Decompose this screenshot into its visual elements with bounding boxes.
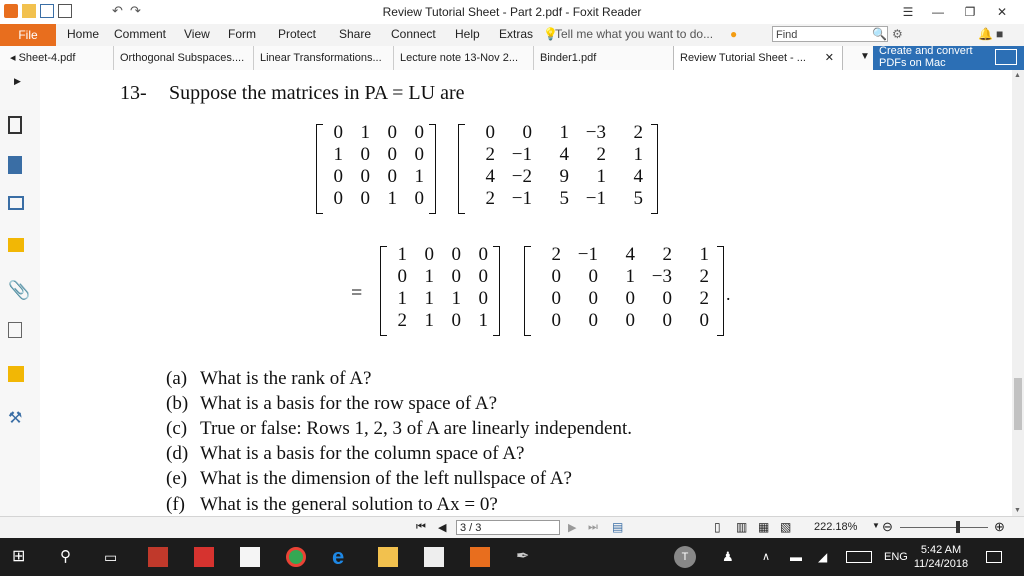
matrix-cell: 0 — [478, 266, 488, 287]
doc-tab[interactable] — [4, 46, 81, 70]
matrix-cell: 0 — [451, 266, 461, 287]
envelope-icon[interactable] — [424, 547, 444, 567]
question-text: What is the rank of A? — [200, 368, 372, 389]
bracket-right — [493, 246, 500, 336]
matrix-cell: −1 — [577, 244, 598, 265]
zoom-out-icon[interactable]: ⊖ — [882, 519, 893, 534]
matrix-cell: 2 — [485, 144, 495, 165]
matrix-cell: 1 — [333, 144, 343, 165]
doc-tab-label: Binder1.pdf — [540, 52, 597, 64]
matrix-cell: 0 — [414, 122, 424, 143]
matrix-cell: 2 — [699, 266, 709, 287]
redo-icon[interactable]: ↷ — [130, 3, 141, 18]
matrix-cell: 0 — [522, 122, 532, 143]
matrix-cell: 0 — [478, 244, 488, 265]
user-icon[interactable]: ■ — [996, 27, 1004, 41]
matrix-a — [458, 124, 658, 216]
question-label: (a) — [166, 368, 188, 389]
search-icon[interactable]: 🔍 — [872, 27, 887, 41]
bracket-right — [429, 124, 436, 214]
matrix-cell: 0 — [662, 288, 672, 309]
paint-icon[interactable]: ✒ — [516, 548, 530, 565]
matrix-cell: 1 — [424, 310, 434, 331]
search-icon[interactable]: ⚲ — [60, 548, 71, 565]
doc-tab-active[interactable] — [673, 46, 843, 70]
first-page-icon[interactable]: ⏮ — [416, 521, 426, 533]
tab-share[interactable]: Share — [339, 27, 372, 41]
matrix-cell: 2 — [633, 122, 643, 143]
store-icon[interactable] — [240, 547, 260, 567]
tab-scroll-left-icon[interactable]: ◂ — [10, 52, 19, 64]
promo-banner[interactable] — [873, 46, 1024, 70]
tab-extras[interactable]: Extras — [499, 27, 534, 41]
zoom-level[interactable]: 222.18% — [814, 521, 858, 533]
promo-line-2: PDFs on Mac — [879, 57, 946, 69]
matrix-cell: 1 — [596, 166, 606, 187]
laptop-icon — [995, 49, 1017, 65]
matrix-cell: 1 — [414, 166, 424, 187]
matrix-u — [524, 246, 724, 338]
question-text: True or false: Rows 1, 2, 3 of A are linearly independent. — [200, 418, 632, 439]
view-mode-icon[interactable]: ▤ — [612, 520, 624, 534]
matrix-cell: 5 — [559, 188, 569, 209]
file-explorer-icon[interactable] — [378, 547, 398, 567]
matrix-cell: 0 — [424, 244, 434, 265]
taskbar — [0, 538, 1024, 576]
matrix-cell: 1 — [397, 244, 407, 265]
matrix-cell: −2 — [511, 166, 532, 187]
equals-sign: = — [351, 282, 363, 304]
task-view-icon[interactable]: ▭ — [104, 549, 118, 565]
continuous-icon[interactable]: ▥ — [736, 520, 748, 534]
matrix-cell: 2 — [662, 244, 672, 265]
signature-icon[interactable] — [8, 322, 22, 338]
matrix-cell: 0 — [588, 266, 598, 287]
matrix-cell: −3 — [585, 122, 606, 143]
tab-protect[interactable]: Protect — [278, 27, 317, 41]
app-icon-red[interactable] — [148, 547, 168, 567]
people-icon[interactable]: ♟ — [722, 549, 734, 564]
matrix-cell: 0 — [662, 310, 672, 331]
matrix-cell: 2 — [397, 310, 407, 331]
matrix-cell: 0 — [625, 310, 635, 331]
matrix-cell: −1 — [511, 144, 532, 165]
status-bar — [0, 516, 1024, 539]
clock[interactable] — [908, 543, 974, 571]
sidebar — [0, 70, 41, 516]
undo-icon[interactable]: ↶ — [112, 3, 123, 18]
matrix-cell: 2 — [596, 144, 606, 165]
tab-comment[interactable]: Comment — [114, 27, 167, 41]
matrix-cell: 1 — [451, 288, 461, 309]
matrix-cell: 0 — [551, 288, 561, 309]
user-avatar[interactable]: T — [674, 546, 696, 568]
problem-intro: Suppose the matrices in PA = LU are — [169, 82, 465, 104]
doc-tab-label: Linear Transformations... — [260, 52, 382, 64]
tab-connect[interactable]: Connect — [391, 27, 436, 41]
matrix-cell: 1 — [559, 122, 569, 143]
matrix-l — [380, 246, 500, 338]
matrix-cell: 4 — [633, 166, 643, 187]
tray-expand-icon[interactable]: ∧ — [762, 551, 771, 563]
wifi-icon[interactable]: ◢ — [818, 550, 828, 564]
matrix-cell: 0 — [387, 166, 397, 187]
document-page — [40, 70, 1012, 516]
next-page-icon[interactable]: ▶ — [568, 522, 577, 534]
tab-form[interactable]: Form — [228, 27, 256, 41]
foxit-taskbar-icon[interactable] — [470, 547, 490, 567]
matrix-cell: 1 — [424, 288, 434, 309]
matrix-cell: 1 — [397, 288, 407, 309]
doc-tab-label: Review Tutorial Sheet - ... — [680, 52, 806, 64]
promo-line-1: Create and convert — [879, 45, 973, 57]
window-title: Review Tutorial Sheet - Part 2.pdf - Foxit Reader — [382, 5, 642, 19]
settings-icon[interactable]: ⚙ — [892, 27, 903, 41]
doc-tab[interactable] — [113, 46, 250, 70]
matrix-cell: 1 — [625, 266, 635, 287]
matrix-cell: 0 — [387, 144, 397, 165]
matrix-cell: 0 — [485, 122, 495, 143]
tab-home[interactable]: Home — [67, 27, 100, 41]
facing-icon[interactable]: ▦ — [758, 520, 770, 534]
doc-tab[interactable] — [533, 46, 602, 70]
matrix-cell: 0 — [333, 188, 343, 209]
keyboard-icon[interactable] — [846, 551, 872, 563]
matrix-cell: 4 — [559, 144, 569, 165]
question-c — [166, 418, 632, 440]
question-a — [166, 368, 371, 390]
question-label: (e) — [166, 468, 188, 489]
question-e — [166, 468, 572, 490]
matrix-cell: 0 — [414, 144, 424, 165]
question-b — [166, 393, 497, 415]
close-button[interactable]: ✕ — [996, 5, 1008, 19]
zoom-dropdown-icon[interactable]: ▼ — [872, 521, 880, 530]
file-tab[interactable]: File — [0, 24, 56, 46]
matrix-cell: 0 — [478, 288, 488, 309]
question-text: What is the general solution to Ax = 0? — [200, 494, 498, 515]
doc-tab-label: Lecture note 13-Nov 2... — [400, 52, 519, 64]
windows-start-icon[interactable]: ⊞ — [12, 548, 26, 565]
matrix-cell: 0 — [360, 188, 370, 209]
ribbon-tabs — [0, 24, 1024, 47]
matrix-cell: 0 — [333, 166, 343, 187]
bell-icon[interactable]: 🔔 — [978, 27, 993, 41]
matrix-cell: 0 — [451, 310, 461, 331]
scroll-up-icon[interactable]: ▲ — [1014, 72, 1021, 79]
doc-tab[interactable] — [393, 46, 524, 70]
tab-view[interactable]: View — [184, 27, 210, 41]
matrix-cell: 2 — [551, 244, 561, 265]
restore-button[interactable]: ❐ — [964, 5, 976, 19]
attachment-icon[interactable]: 📎 — [8, 280, 31, 300]
matrix-cell: 5 — [633, 188, 643, 209]
smile-icon[interactable]: ● — [730, 27, 738, 41]
matrix-cell: 0 — [699, 310, 709, 331]
zoom-in-icon[interactable]: ⊕ — [994, 519, 1005, 534]
period: . — [726, 284, 731, 304]
matrix-cell: 4 — [625, 244, 635, 265]
question-label: (f) — [166, 494, 185, 515]
matrix-cell: 0 — [414, 188, 424, 209]
pages-icon[interactable] — [8, 156, 22, 174]
matrix-cell: −3 — [651, 266, 672, 287]
matrix-p — [316, 124, 436, 216]
scroll-down-icon[interactable]: ▼ — [1014, 507, 1021, 514]
document-tabs — [0, 46, 1024, 71]
find-input[interactable]: Find — [772, 26, 888, 42]
mail-icon[interactable] — [194, 547, 214, 567]
matrix-cell: 0 — [360, 166, 370, 187]
scroll-thumb[interactable] — [1014, 378, 1022, 430]
matrix-cell: 1 — [633, 144, 643, 165]
question-text: What is the dimension of the left nullspace of A? — [200, 468, 572, 489]
continuous-facing-icon[interactable]: ▧ — [780, 520, 792, 534]
single-page-icon[interactable]: ▯ — [714, 520, 721, 534]
zoom-slider-handle[interactable] — [956, 521, 960, 533]
minimize-button[interactable]: — — [932, 5, 944, 19]
zoom-slider[interactable] — [900, 527, 988, 528]
matrix-cell: 0 — [551, 266, 561, 287]
prev-page-icon[interactable]: ◀ — [438, 522, 447, 534]
matrix-cell: 4 — [485, 166, 495, 187]
doc-tab[interactable] — [253, 46, 388, 70]
question-text: What is a basis for the row space of A? — [200, 393, 498, 414]
vertical-scrollbar[interactable] — [1012, 70, 1024, 516]
matrix-cell: 0 — [551, 310, 561, 331]
comment-icon[interactable] — [8, 238, 24, 252]
question-label: (c) — [166, 418, 188, 439]
matrix-cell: 1 — [478, 310, 488, 331]
matrix-cell: 0 — [588, 310, 598, 331]
question-d — [166, 443, 524, 465]
ribbon-display-icon[interactable]: ☰ — [902, 5, 914, 19]
problem-number: 13- — [120, 82, 147, 104]
language-indicator[interactable]: ENG — [884, 551, 908, 563]
lock-icon[interactable] — [8, 366, 24, 382]
matrix-cell: 2 — [485, 188, 495, 209]
matrix-cell: 0 — [397, 266, 407, 287]
tools-icon[interactable]: ⚒ — [8, 410, 23, 427]
notification-icon[interactable] — [986, 551, 1002, 563]
question-label: (d) — [166, 443, 189, 464]
lightbulb-icon: 💡 — [543, 27, 558, 41]
matrix-cell: −1 — [585, 188, 606, 209]
bracket-right — [717, 246, 724, 336]
tell-me-search[interactable]: Tell me what you want to do... — [555, 27, 714, 41]
clock-date: 11/24/2018 — [913, 558, 969, 570]
page-number-input[interactable]: 3 / 3 — [456, 520, 560, 535]
clock-time: 5:42 AM — [920, 544, 962, 556]
matrix-cell: −1 — [511, 188, 532, 209]
matrix-cell: 1 — [699, 244, 709, 265]
matrix-cell: 0 — [387, 122, 397, 143]
edge-icon[interactable]: e — [332, 544, 345, 569]
matrix-cell: 1 — [424, 266, 434, 287]
chrome-icon[interactable] — [286, 547, 306, 567]
tab-list-icon[interactable]: ▼ — [860, 51, 870, 62]
matrix-cell: 0 — [360, 144, 370, 165]
question-text: What is a basis for the column space of A? — [200, 443, 525, 464]
doc-tab-label: Orthogonal Subspaces.... — [120, 52, 245, 64]
battery-icon[interactable]: ▬ — [790, 550, 802, 564]
layers-icon[interactable] — [8, 196, 24, 210]
matrix-cell: 0 — [333, 122, 343, 143]
question-label: (b) — [166, 393, 189, 414]
title-bar — [0, 0, 1024, 24]
matrix-cell: 9 — [559, 166, 569, 187]
close-tab-icon[interactable]: ✕ — [824, 52, 834, 64]
page-thumbnail-icon[interactable] — [8, 116, 22, 134]
matrix-cell: 2 — [699, 288, 709, 309]
last-page-icon[interactable]: ⏭ — [588, 521, 598, 533]
matrix-cell: 0 — [588, 288, 598, 309]
question-f — [166, 494, 498, 516]
matrix-cell: 0 — [625, 288, 635, 309]
tab-help[interactable]: Help — [455, 27, 480, 41]
matrix-cell: 1 — [360, 122, 370, 143]
bracket-right — [651, 124, 658, 214]
expand-panel-icon[interactable]: ▶ — [14, 76, 21, 86]
matrix-cell: 1 — [387, 188, 397, 209]
doc-tab-label: Sheet-4.pdf — [18, 52, 76, 64]
matrix-cell: 0 — [451, 244, 461, 265]
